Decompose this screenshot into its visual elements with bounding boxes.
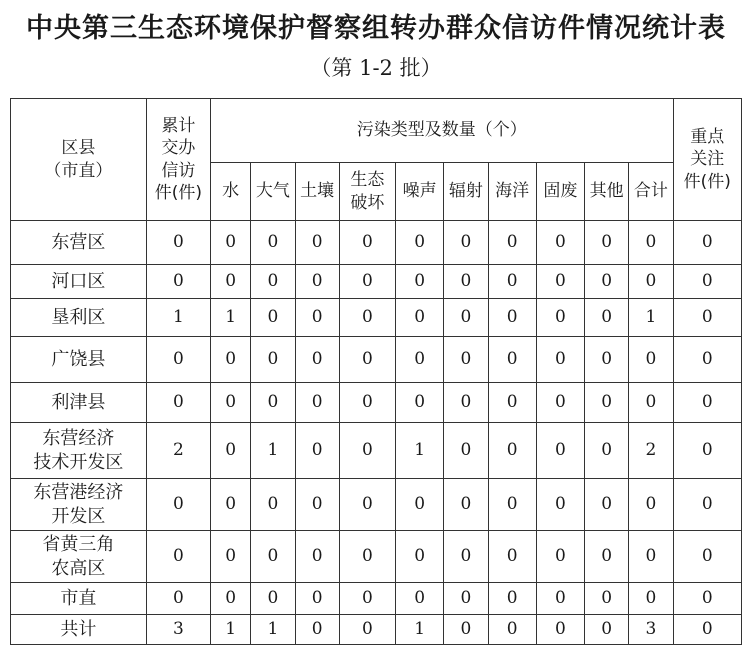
key-focus-cell: 0 — [673, 299, 741, 337]
pollution-count-cell: 0 — [295, 479, 339, 531]
pollution-count-cell: 0 — [295, 583, 339, 615]
pollution-count-cell: 0 — [585, 265, 629, 299]
pollution-count-cell: 0 — [295, 615, 339, 645]
pollution-count-cell: 1 — [251, 615, 295, 645]
table-row — [11, 531, 742, 583]
table-row — [11, 615, 742, 645]
pollution-count-cell: 0 — [629, 265, 673, 299]
header-type-subtotal: 合计 — [629, 163, 673, 221]
pollution-count-cell: 0 — [536, 423, 584, 479]
pollution-count-cell: 0 — [444, 615, 488, 645]
pollution-count-cell: 0 — [629, 337, 673, 383]
header-row-1 — [11, 99, 742, 163]
pollution-count-cell: 0 — [211, 337, 251, 383]
pollution-count-cell: 0 — [585, 337, 629, 383]
header-type-ecology: 生态 破坏 — [339, 163, 395, 221]
total-cases-cell: 1 — [146, 299, 210, 337]
pollution-count-cell: 0 — [295, 265, 339, 299]
pollution-count-cell: 0 — [396, 299, 444, 337]
key-focus-cell: 0 — [673, 479, 741, 531]
pollution-count-cell: 0 — [211, 423, 251, 479]
key-focus-cell: 0 — [673, 337, 741, 383]
header-type-water: 水 — [211, 163, 251, 221]
table-body — [11, 221, 742, 645]
pollution-count-cell: 0 — [536, 583, 584, 615]
pollution-count-cell: 0 — [295, 299, 339, 337]
pollution-count-cell: 1 — [211, 615, 251, 645]
pollution-count-cell: 0 — [251, 265, 295, 299]
region-name-cell: 东营区 — [11, 221, 147, 265]
pollution-count-cell: 0 — [585, 299, 629, 337]
region-name-cell: 广饶县 — [11, 337, 147, 383]
pollution-count-cell: 0 — [444, 383, 488, 423]
region-name-cell: 东营经济 技术开发区 — [11, 423, 147, 479]
pollution-count-cell: 0 — [488, 265, 536, 299]
pollution-count-cell: 0 — [251, 221, 295, 265]
pollution-count-cell: 1 — [629, 299, 673, 337]
pollution-count-cell: 0 — [444, 337, 488, 383]
pollution-count-cell: 2 — [629, 423, 673, 479]
pollution-count-cell: 0 — [396, 383, 444, 423]
header-type-radiation: 辐射 — [444, 163, 488, 221]
total-cases-cell: 0 — [146, 479, 210, 531]
total-cases-cell: 2 — [146, 423, 210, 479]
pollution-count-cell: 0 — [339, 531, 395, 583]
pollution-count-cell: 0 — [396, 265, 444, 299]
header-type-solid-waste: 固废 — [536, 163, 584, 221]
page-subtitle: （第 1-2 批） — [310, 56, 442, 80]
key-focus-cell: 0 — [673, 583, 741, 615]
table-row — [11, 583, 742, 615]
total-cases-cell: 3 — [146, 615, 210, 645]
pollution-count-cell: 0 — [339, 299, 395, 337]
pollution-count-cell: 0 — [585, 423, 629, 479]
pollution-count-cell: 0 — [339, 615, 395, 645]
pollution-count-cell: 0 — [211, 265, 251, 299]
total-cases-cell: 0 — [146, 383, 210, 423]
pollution-count-cell: 0 — [339, 265, 395, 299]
table-row — [11, 423, 742, 479]
region-name-cell: 河口区 — [11, 265, 147, 299]
pollution-count-cell: 0 — [488, 383, 536, 423]
pollution-count-cell: 0 — [211, 583, 251, 615]
table-row — [11, 299, 742, 337]
pollution-count-cell: 0 — [536, 337, 584, 383]
pollution-count-cell: 0 — [211, 383, 251, 423]
pollution-count-cell: 0 — [536, 383, 584, 423]
pollution-count-cell: 0 — [488, 615, 536, 645]
pollution-count-cell: 0 — [585, 479, 629, 531]
pollution-count-cell: 0 — [339, 221, 395, 265]
pollution-count-cell: 0 — [444, 479, 488, 531]
table-row — [11, 479, 742, 531]
pollution-count-cell: 0 — [536, 221, 584, 265]
header-type-ocean: 海洋 — [488, 163, 536, 221]
total-cases-cell: 0 — [146, 221, 210, 265]
pollution-count-cell: 0 — [339, 583, 395, 615]
header-type-soil: 土壤 — [295, 163, 339, 221]
pollution-count-cell: 0 — [396, 221, 444, 265]
total-cases-cell: 0 — [146, 265, 210, 299]
header-type-air: 大气 — [251, 163, 295, 221]
pollution-count-cell: 0 — [295, 221, 339, 265]
region-name-cell: 垦利区 — [11, 299, 147, 337]
pollution-count-cell: 0 — [536, 479, 584, 531]
pollution-count-cell: 0 — [585, 221, 629, 265]
pollution-count-cell: 0 — [444, 265, 488, 299]
pollution-count-cell: 0 — [211, 479, 251, 531]
region-name-cell: 省黄三角 农高区 — [11, 531, 147, 583]
key-focus-cell: 0 — [673, 423, 741, 479]
pollution-count-cell: 1 — [251, 423, 295, 479]
pollution-count-cell: 0 — [339, 337, 395, 383]
region-name-cell: 东营港经济 开发区 — [11, 479, 147, 531]
pollution-count-cell: 0 — [396, 583, 444, 615]
table-row — [11, 265, 742, 299]
pollution-count-cell: 0 — [629, 383, 673, 423]
key-focus-cell: 0 — [673, 221, 741, 265]
pollution-count-cell: 1 — [396, 615, 444, 645]
table-row — [11, 221, 742, 265]
pollution-count-cell: 0 — [629, 221, 673, 265]
pollution-count-cell: 0 — [444, 583, 488, 615]
pollution-count-cell: 0 — [339, 423, 395, 479]
pollution-count-cell: 0 — [629, 531, 673, 583]
pollution-count-cell: 0 — [585, 583, 629, 615]
pollution-count-cell: 0 — [585, 531, 629, 583]
region-name-cell: 共计 — [11, 615, 147, 645]
total-cases-cell: 0 — [146, 531, 210, 583]
pollution-count-cell: 0 — [295, 531, 339, 583]
pollution-count-cell: 0 — [396, 531, 444, 583]
pollution-count-cell: 0 — [488, 531, 536, 583]
total-cases-cell: 0 — [146, 583, 210, 615]
pollution-count-cell: 0 — [444, 299, 488, 337]
pollution-count-cell: 0 — [251, 337, 295, 383]
key-focus-cell: 0 — [673, 265, 741, 299]
pollution-count-cell: 1 — [211, 299, 251, 337]
pollution-count-cell: 0 — [211, 221, 251, 265]
region-name-cell: 市直 — [11, 583, 147, 615]
pollution-count-cell: 0 — [488, 221, 536, 265]
pollution-count-cell: 0 — [585, 383, 629, 423]
region-name-cell: 利津县 — [11, 383, 147, 423]
pollution-count-cell: 0 — [488, 337, 536, 383]
pollution-count-cell: 0 — [536, 265, 584, 299]
pollution-count-cell: 0 — [536, 299, 584, 337]
header-type-other: 其他 — [585, 163, 629, 221]
pollution-count-cell: 0 — [396, 479, 444, 531]
pollution-count-cell: 0 — [629, 479, 673, 531]
pollution-count-cell: 0 — [629, 583, 673, 615]
pollution-count-cell: 0 — [444, 531, 488, 583]
pollution-count-cell: 0 — [251, 383, 295, 423]
header-key-focus: 重点 关注 件(件) — [673, 99, 741, 221]
pollution-count-cell: 0 — [536, 531, 584, 583]
header-region: 区县 （市直） — [11, 99, 147, 221]
pollution-count-cell: 3 — [629, 615, 673, 645]
pollution-count-cell: 0 — [211, 531, 251, 583]
pollution-count-cell: 0 — [295, 337, 339, 383]
page-title: 中央第三生态环境保护督察组转办群众信访件情况统计表 — [26, 13, 726, 44]
pollution-count-cell: 0 — [251, 583, 295, 615]
pollution-count-cell: 0 — [339, 383, 395, 423]
pollution-count-cell: 0 — [488, 583, 536, 615]
total-cases-cell: 0 — [146, 337, 210, 383]
pollution-count-cell: 0 — [251, 479, 295, 531]
pollution-count-cell: 0 — [488, 299, 536, 337]
pollution-count-cell: 0 — [536, 615, 584, 645]
pollution-count-cell: 0 — [444, 221, 488, 265]
table-row — [11, 337, 742, 383]
pollution-count-cell: 0 — [585, 615, 629, 645]
pollution-count-cell: 0 — [488, 479, 536, 531]
pollution-count-cell: 0 — [444, 423, 488, 479]
pollution-count-cell: 0 — [339, 479, 395, 531]
pollution-count-cell: 0 — [396, 337, 444, 383]
table-row — [11, 383, 742, 423]
header-total-cases: 累计 交办 信访 件(件) — [146, 99, 210, 221]
pollution-count-cell: 0 — [251, 299, 295, 337]
header-type-noise: 噪声 — [396, 163, 444, 221]
statistics-table — [10, 98, 742, 645]
pollution-count-cell: 0 — [295, 423, 339, 479]
pollution-count-cell: 1 — [396, 423, 444, 479]
key-focus-cell: 0 — [673, 531, 741, 583]
pollution-count-cell: 0 — [295, 383, 339, 423]
key-focus-cell: 0 — [673, 383, 741, 423]
header-pollution-group: 污染类型及数量（个） — [211, 99, 673, 163]
pollution-count-cell: 0 — [251, 531, 295, 583]
key-focus-cell: 0 — [673, 615, 741, 645]
pollution-count-cell: 0 — [488, 423, 536, 479]
